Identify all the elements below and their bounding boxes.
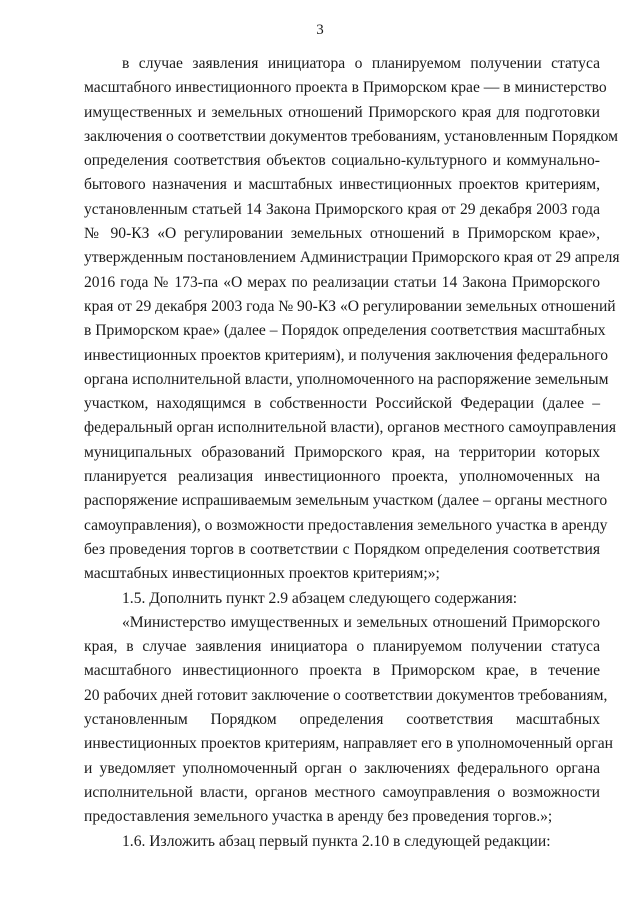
document-body — [84, 52, 620, 854]
text-line: масштабного инвестиционного проекта в Приморском крае, в течение — [84, 662, 600, 680]
text-line: муниципальных образований Приморского края, на территории которых — [84, 443, 600, 461]
text-line: масштабного инвестиционного проекта в Приморском крае — в министерство — [84, 79, 607, 97]
paragraph-2 — [84, 587, 600, 611]
text-line: в Приморском крае» (далее – Порядок определения соответствия масштабных — [84, 322, 606, 340]
text-line: инвестиционных проектов критериям, направляет его в уполномоченный орган — [84, 735, 614, 753]
page-number: 3 — [316, 22, 324, 38]
text-line: в случае заявления инициатора о планируемом получении статуса — [122, 55, 600, 72]
text-line: участком, находящимся в собственности Российской Федерации (далее – — [84, 395, 600, 413]
text-line: 2016 года № 173-па «О мерах по реализации статьи 14 Закона Приморского — [84, 273, 600, 291]
text-line: органа исполнительной власти, уполномоченного на распоряжение земельным — [84, 370, 609, 388]
text-line: масштабных инвестиционных проектов критериям;»; — [84, 565, 440, 583]
text-line: и уведомляет уполномоченный орган о заключениях федерального органа — [84, 759, 600, 777]
text-line: федеральный орган исполнительной власти), органов местного самоуправления — [84, 419, 617, 437]
text-line: планируется реализация инвестиционного проекта, уполномоченных на — [84, 468, 600, 486]
text-line: установленным Порядком определения соответствия масштабных — [84, 711, 600, 729]
paragraph-1 — [84, 52, 620, 587]
text-line: инвестиционных проектов критериям), и получения заключения федерального — [84, 346, 609, 364]
text-line: заключения о соответствии документов требованиям, установленным Порядком — [84, 127, 618, 145]
text-line: предоставления земельного участка в аренду без проведения торгов.»; — [84, 808, 553, 826]
text-line: утвержденным постановлением Администрации Приморского края от 29 апреля — [84, 249, 620, 267]
text-line: распоряжение испрашиваемым земельным участком (далее – органы местного — [84, 492, 608, 510]
text-line: исполнительной власти, органов местного самоуправления о возможности — [84, 783, 600, 801]
text-line: 1.6. Изложить абзац первый пункта 2.10 в следующей редакции: — [122, 832, 551, 850]
text-line: установленным статьей 14 Закона Приморского края от 29 декабря 2003 года — [84, 200, 600, 218]
text-line: имущественных и земельных отношений Приморского края для подготовки — [84, 103, 600, 121]
paragraph-3 — [84, 611, 614, 830]
text-line: края, в случае заявления инициатора о планируемом получении статуса — [84, 638, 600, 656]
text-line: без проведения торгов в соответствии с Порядком определения соответствия — [84, 540, 600, 558]
text-line: № 90-КЗ «О регулировании земельных отношений в Приморском крае», — [84, 225, 600, 243]
paragraph-4 — [84, 830, 600, 854]
text-line: определения соответствия объектов социально-культурного и коммунально- — [84, 152, 600, 170]
text-line: бытового назначения и масштабных инвестиционных проектов критериям, — [84, 176, 600, 194]
text-line: «Министерство имущественных и земельных отношений Приморского — [122, 613, 600, 631]
text-line: 20 рабочих дней готовит заключение о соответствии документов требованиям, — [84, 686, 608, 704]
text-line: края от 29 декабря 2003 года № 90-КЗ «О регулировании земельных отношений — [84, 297, 616, 315]
text-line: самоуправления), о возможности предоставления земельного участка в аренду — [84, 516, 608, 534]
text-line: 1.5. Дополнить пункт 2.9 абзацем следующего содержания: — [122, 589, 518, 607]
